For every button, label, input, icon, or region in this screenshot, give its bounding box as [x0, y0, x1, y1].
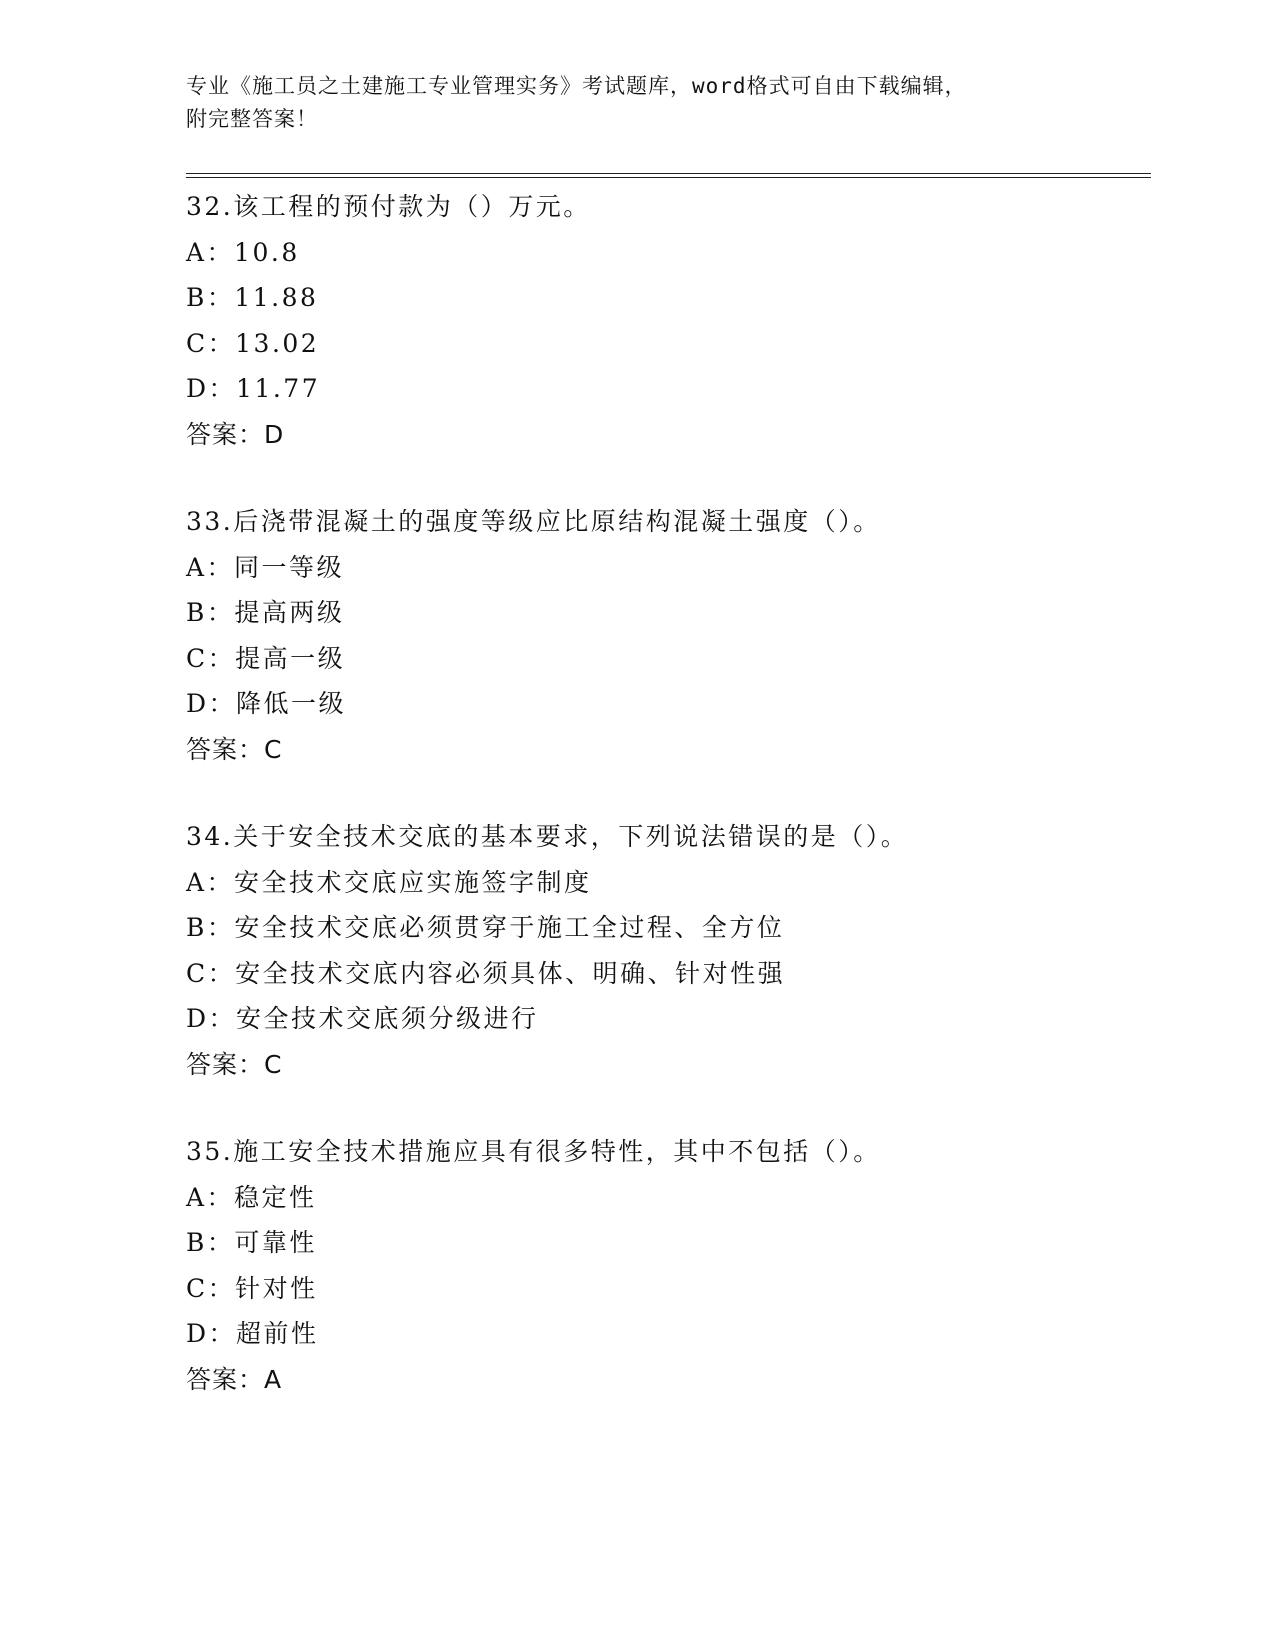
header-line-1: 专业《施工员之土建施工专业管理实务》考试题库，word格式可自由下载编辑， — [186, 74, 967, 98]
answer-line: 答案：A — [186, 1364, 283, 1394]
option-a: A：同一等级 — [186, 552, 345, 582]
option-b: B：可靠性 — [186, 1228, 317, 1257]
question-stem: 35.施工安全技术措施应具有很多特性，其中不包括（）。 — [186, 1137, 881, 1166]
question-stem: 33.后浇带混凝土的强度等级应比原结构混凝土强度（）。 — [186, 507, 881, 536]
option-a: A：稳定性 — [186, 1182, 317, 1212]
question-stem: 32.该工程的预付款为（）万元。 — [186, 192, 591, 221]
question-32 — [186, 184, 1151, 457]
option-b: B：11.88 — [186, 283, 319, 312]
option-b: B：提高两级 — [186, 598, 345, 627]
option-c: C：针对性 — [186, 1273, 318, 1303]
option-d: D：11.77 — [186, 374, 321, 403]
question-stem: 34.关于安全技术交底的基本要求，下列说法错误的是（）。 — [186, 822, 909, 851]
option-d: D：超前性 — [186, 1319, 319, 1348]
question-list — [186, 184, 1151, 1402]
question-34 — [186, 814, 1151, 1087]
question-33 — [186, 499, 1151, 772]
option-d: D：安全技术交底须分级进行 — [186, 1004, 539, 1033]
option-a: A：安全技术交底应实施签字制度 — [186, 867, 592, 897]
header-double-rule — [186, 173, 1151, 178]
question-35 — [186, 1129, 1151, 1402]
option-d: D：降低一级 — [186, 689, 347, 718]
header-line-2: 附完整答案！ — [186, 107, 318, 131]
option-c: C：提高一级 — [186, 643, 346, 673]
option-a: A：10.8 — [186, 237, 300, 267]
answer-line: 答案：C — [186, 734, 283, 764]
document-page — [186, 70, 1151, 1444]
document-header — [186, 70, 1151, 136]
option-b: B：安全技术交底必须贯穿于施工全过程、全方位 — [186, 913, 785, 942]
option-c: C：安全技术交底内容必须具体、明确、针对性强 — [186, 958, 786, 988]
option-c: C：13.02 — [186, 328, 320, 358]
answer-line: 答案：C — [186, 1049, 283, 1079]
answer-line: 答案：D — [186, 419, 285, 449]
